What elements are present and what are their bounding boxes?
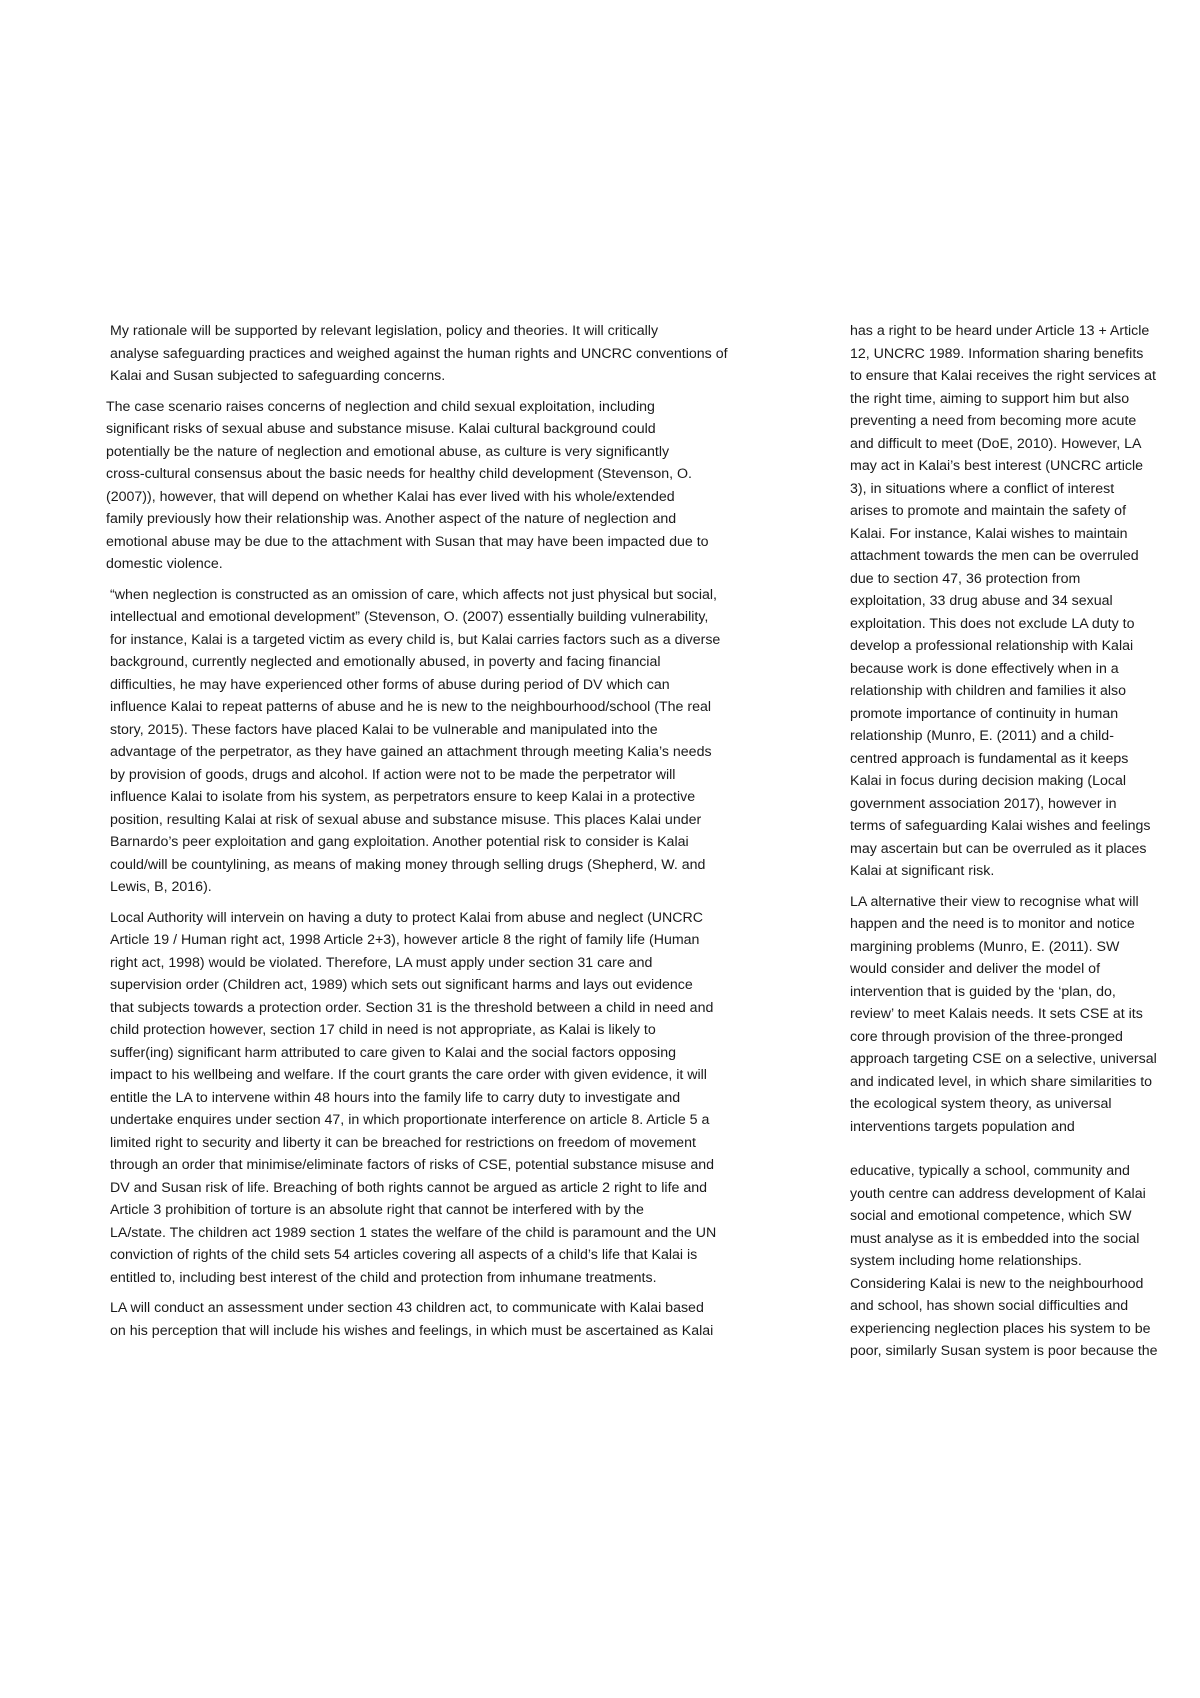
text-line: Lewis, B, 2016). [110, 879, 212, 895]
text-line: advantage of the perpetrator, as they have gained an attachment through meeting Kalia’s needs [110, 744, 712, 760]
text-line: interventions targets population and [850, 1118, 1075, 1135]
text-line: analyse safeguarding practices and weighed against the human rights and UNCRC conventions of [110, 345, 728, 362]
text-line: social and emotional competence, which SW [850, 1208, 1132, 1224]
text-line: through an order that minimise/eliminate factors of risks of CSE, potential substance misuse and [110, 1157, 715, 1173]
text-line: entitle the LA to intervene within 48 hours into the family life to carry duty to investigate and [110, 1089, 681, 1106]
text-line: government association 2017), however in [850, 795, 1117, 812]
text-line: Kalai in focus during decision making (Local [850, 773, 1127, 789]
text-line: exploitation. This does not exclude LA duty to [850, 615, 1135, 632]
text-line: relationship with children and families it also [850, 683, 1127, 699]
text-line: has a right to be heard under Article 13 + Article [850, 323, 1150, 339]
text-line: LA/state. The children act 1989 section 1 states the welfare of the child is paramount and the UN [110, 1224, 717, 1241]
text-line: (2007)), however, that will depend on whether Kalai has ever lived with his whole/extended [106, 488, 675, 505]
text-line: emotional abuse may be due to the attachment with Susan that may have been impacted due to [106, 533, 709, 550]
text-line: difficulties, he may have experienced other forms of abuse during period of DV which can [110, 676, 670, 693]
text-line: influence Kalai to isolate from his system, as perpetrators ensure to keep Kalai in a protective [110, 789, 696, 805]
text-line: centred approach is fundamental as it keeps [850, 750, 1129, 767]
text-line: My rationale will be supported by relevant legislation, policy and theories. It will critically [110, 323, 659, 339]
text-line: Local Authority will intervein on having a duty to protect Kalai from abuse and neglect (UNCRC [110, 909, 704, 926]
right-column [850, 320, 1190, 1371]
text-line: on his perception that will include his wishes and feelings, in which must be ascertained as Kalai [110, 1322, 714, 1339]
text-line: due to section 47, 36 protection from [850, 570, 1081, 587]
text-line: Article 3 prohibition of torture is an absolute right that cannot be interfered with by the [110, 1202, 644, 1218]
text-line: may ascertain but can be overruled as it places [850, 840, 1147, 857]
text-line: core through provision of the three-pronged [850, 1028, 1123, 1045]
text-line: LA alternative their view to recognise what will [850, 893, 1139, 910]
text-line: supervision order (Children act, 1989) which sets out significant harms and lays out evidence [110, 977, 693, 993]
text-line: experiencing neglection places his system to be [850, 1320, 1151, 1337]
text-line: conviction of rights of the child sets 54 articles covering all aspects of a child’s life that Kalai is [110, 1247, 698, 1263]
text-line: DV and Susan risk of life. Breaching of both rights cannot be argued as article 2 right to life and [110, 1179, 708, 1196]
text-line: Kalai and Susan subjected to safeguarding concerns. [110, 368, 446, 384]
text-line: and school, has shown social difficulties and [850, 1298, 1129, 1314]
text-line: potentially be the nature of neglection and emotional abuse, as culture is very significantly [106, 443, 670, 460]
text-line: arises to promote and maintain the safety of [850, 503, 1127, 519]
text-line: suffer(ing) significant harm attributed to care given to Kalai and the social factors opposing [110, 1044, 676, 1061]
paragraph-case-scenario [106, 396, 790, 576]
text-line: margining problems (Munro, E. (2011). SW [850, 938, 1120, 955]
text-line: by provision of goods, drugs and alcohol. If action were not to be made the perpetrator will [110, 766, 676, 783]
text-line: LA will conduct an assessment under section 43 children act, to communicate with Kalai based [110, 1300, 704, 1316]
text-line: Article 19 / Human right act, 1998 Article 2+3), however article 8 the right of family life (Human [110, 932, 700, 948]
paragraph-la-alternative [850, 891, 1190, 1139]
text-line: for instance, Kalai is a targeted victim as every child is, but Kalai carries factors such as a diverse [110, 631, 721, 648]
paragraph-rationale [110, 320, 790, 388]
paragraph-neglection-quote [110, 584, 790, 899]
text-line: background, currently neglected and emotionally abused, in poverty and facing financial [110, 654, 661, 670]
text-line: terms of safeguarding Kalai wishes and feelings [850, 818, 1151, 834]
paragraph-right-to-be-heard [850, 320, 1190, 883]
text-line: would consider and deliver the model of [850, 961, 1101, 977]
text-line: intervention that is guided by the ‘plan, do, [850, 983, 1116, 1000]
text-line: attachment towards the men can be overruled [850, 548, 1139, 564]
text-line: because work is done effectively when in a [850, 660, 1119, 677]
text-line: system including home relationships. [850, 1253, 1082, 1269]
text-line: must analyse as it is embedded into the social [850, 1230, 1140, 1247]
text-line: that subjects towards a protection order. Section 31 is the threshold between a child in need and [110, 999, 714, 1016]
text-line: the ecological system theory, as universal [850, 1096, 1112, 1112]
left-column [106, 320, 790, 1350]
text-line: right act, 1998) would be violated. Therefore, LA must apply under section 31 care and [110, 954, 653, 971]
text-line: approach targeting CSE on a selective, universal [850, 1051, 1157, 1067]
text-line: could/will be countylining, as means of making money through selling drugs (Shepherd, W. and [110, 856, 706, 873]
paragraph-educative [850, 1160, 1190, 1363]
text-line: review’ to meet Kalais needs. It sets CSE at its [850, 1006, 1143, 1022]
text-line: 12, UNCRC 1989. Information sharing benefits [850, 345, 1144, 362]
text-line: The case scenario raises concerns of neglection and child sexual exploitation, including [106, 398, 655, 415]
text-line: influence Kalai to repeat patterns of abuse and he is new to the neighbourhood/school (The real [110, 699, 712, 715]
text-line: entitled to, including best interest of the child and protection from inhumane treatments. [110, 1269, 657, 1286]
text-line: Barnardo’s peer exploitation and gang exploitation. Another potential risk to consider is Kalai [110, 834, 689, 850]
text-line: significant risks of sexual abuse and substance misuse. Kalai cultural background could [106, 421, 656, 437]
text-line: may act in Kalai’s best interest (UNCRC article [850, 458, 1144, 474]
text-line: impact to his wellbeing and welfare. If the court grants the care order with given evidence, it will [110, 1067, 707, 1083]
text-line: relationship (Munro, E. (2011) and a child- [850, 728, 1114, 744]
text-line: educative, typically a school, community and [850, 1163, 1130, 1179]
text-line: Kalai at significant risk. [850, 863, 995, 879]
text-line: poor, similarly Susan system is poor because the [850, 1343, 1158, 1359]
text-line: preventing a need from becoming more acute [850, 413, 1137, 429]
text-line: undertake enquires under section 47, in which proportionate interference on article 8. Article 5 a [110, 1112, 710, 1128]
text-line: the right time, aiming to support him but also [850, 390, 1130, 407]
text-line: story, 2015). These factors have placed Kalai to be vulnerable and manipulated into the [110, 721, 658, 738]
text-line: limited right to security and liberty it can be breached for restrictions on freedom of movement [110, 1134, 696, 1151]
text-line: and difficult to meet (DoE, 2010). However, LA [850, 435, 1142, 452]
text-line: youth centre can address development of Kalai [850, 1185, 1146, 1202]
text-line: exploitation, 33 drug abuse and 34 sexual [850, 593, 1113, 609]
text-line: and indicated level, in which share similarities to [850, 1073, 1153, 1090]
paragraph-assessment [110, 1297, 790, 1342]
text-line: to ensure that Kalai receives the right services at [850, 368, 1156, 384]
paragraph-local-authority [110, 907, 790, 1290]
text-line: 3), in situations where a conflict of interest [850, 480, 1115, 497]
text-line: Considering Kalai is new to the neighbourhood [850, 1275, 1144, 1292]
text-line: cross-cultural consensus about the basic needs for healthy child development (Stevenson, O. [106, 466, 692, 482]
text-line: intellectual and emotional development” (Stevenson, O. (2007) essentially building vulnerability, [110, 609, 709, 625]
text-line: child protection however, section 17 child in need is not appropriate, as Kalai is likely to [110, 1022, 656, 1038]
text-line: family previously how their relationship was. Another aspect of the nature of neglection and [106, 511, 677, 527]
text-line: “when neglection is constructed as an omission of care, which affects not just physical but social, [110, 586, 717, 603]
text-line: position, resulting Kalai at risk of sexual abuse and substance misuse. This places Kalai under [110, 811, 702, 828]
text-line: promote importance of continuity in human [850, 705, 1119, 722]
text-line: happen and the need is to monitor and notice [850, 916, 1135, 932]
text-line: domestic violence. [106, 556, 223, 572]
text-line: Kalai. For instance, Kalai wishes to maintain [850, 525, 1128, 542]
text-line: develop a professional relationship with Kalai [850, 638, 1134, 654]
